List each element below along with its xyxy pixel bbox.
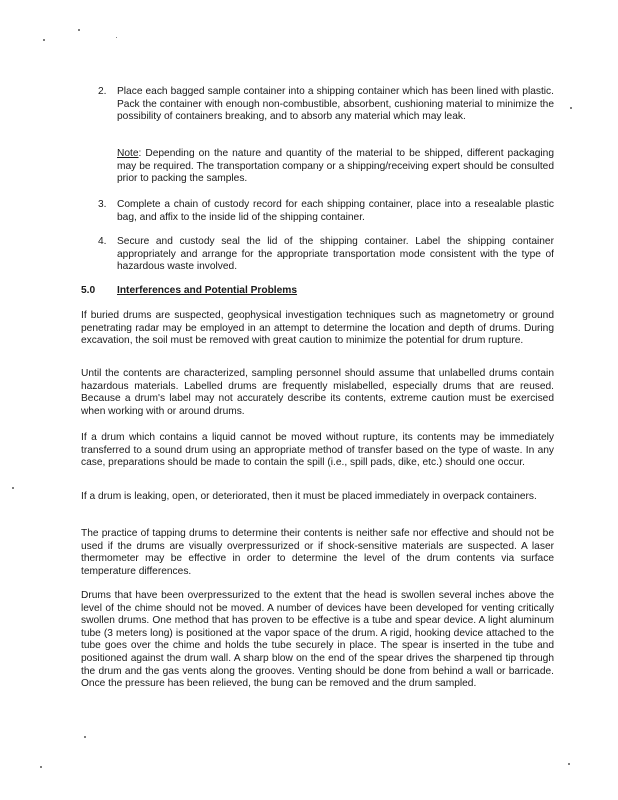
note-text: : Depending on the nature and quantity of the material to be shipped, different packaging may be required. The transportation company or a shipping/receiving expert should be consulted prior to packing the samples. [117, 148, 554, 185]
step-text: Place each bagged sample container into a shipping container which has been lined with plastic. Pack the container with enough non-combustible, absorbent, cushioning material to minimize the possibility of containers breaking, and to absorb any material which may leak. [117, 86, 554, 123]
scan-speck [12, 487, 14, 489]
body-paragraph: Until the contents are characterized, sampling personnel should assume that unlabelled drums contain hazardous materials. Labelled drums are frequently mislabelled, especially drums that are reused. Because a drum's label may not accurately describe its contents, extreme caution must be exercised when working with or around drums. [81, 368, 554, 417]
scan-speck [78, 29, 80, 31]
step-number: 4. [98, 236, 107, 247]
section-title: Interferences and Potential Problems [117, 285, 298, 296]
body-paragraph: The practice of tapping drums to determine their contents is neither safe nor effective and should not be used if the drums are visually overpressurized or if shock-sensitive materials are suspected. A laser thermometer may be effective in order to determine the level of the drum contents via surface temperature differences. [81, 528, 554, 577]
note-paragraph [117, 148, 554, 186]
scan-speck [570, 107, 572, 109]
body-paragraph: If buried drums are suspected, geophysical investigation techniques such as magnetometry or ground penetrating radar may be employed in an attempt to determine the location and depth of drums. During excavation, the soil must be removed with great caution to minimize the potential for drum rupture. [81, 310, 554, 347]
section-number: 5.0 [81, 285, 96, 296]
scan-speck [40, 766, 42, 768]
scan-speck [84, 736, 86, 738]
body-paragraph: If a drum which contains a liquid cannot be moved without rupture, its contents may be immediately transferred to a sound drum using an appropriate method of transfer based on the type of waste. In any case, preparations should be made to contain the spill (i.e., spill pads, dike, etc.) should one occur. [81, 432, 554, 469]
body-paragraph: If a drum is leaking, open, or deteriorated, then it must be placed immediately in overpack containers. [81, 491, 537, 502]
scan-speck [43, 39, 45, 41]
step-text: Secure and custody seal the lid of the shipping container. Label the shipping container appropriately and arrange for the appropriate transportation mode consistent with the type of hazardous waste involved. [117, 236, 554, 273]
note-label: Note [117, 148, 139, 159]
scan-speck [116, 37, 117, 38]
step-number: 3. [98, 199, 107, 210]
step-text: Complete a chain of custody record for each shipping container, place into a resealable plastic bag, and affix to the inside lid of the shipping container. [117, 199, 554, 223]
step-number: 2. [98, 86, 107, 97]
scan-speck [568, 763, 570, 765]
body-paragraph: Drums that have been overpressurized to the extent that the head is swollen several inches above the level of the chime should not be moved. A number of devices have been developed for venting critically swollen drums. One method that has proven to be effective is a tube and spear device. A light aluminum tube (3 meters long) is positioned at the vapor space of the drum. A rigid, hooking device attached to the tube goes over the chime and holds the tube securely in place. The spear is inserted in the tube and positioned against the drum wall. A sharp blow on the end of the spear drives the sharpened tip through the drum and the gas vents along the grooves. Venting should be done from behind a wall or barricade. Once the pressure has been relieved, the bung can be removed and the drum sampled. [81, 590, 554, 690]
